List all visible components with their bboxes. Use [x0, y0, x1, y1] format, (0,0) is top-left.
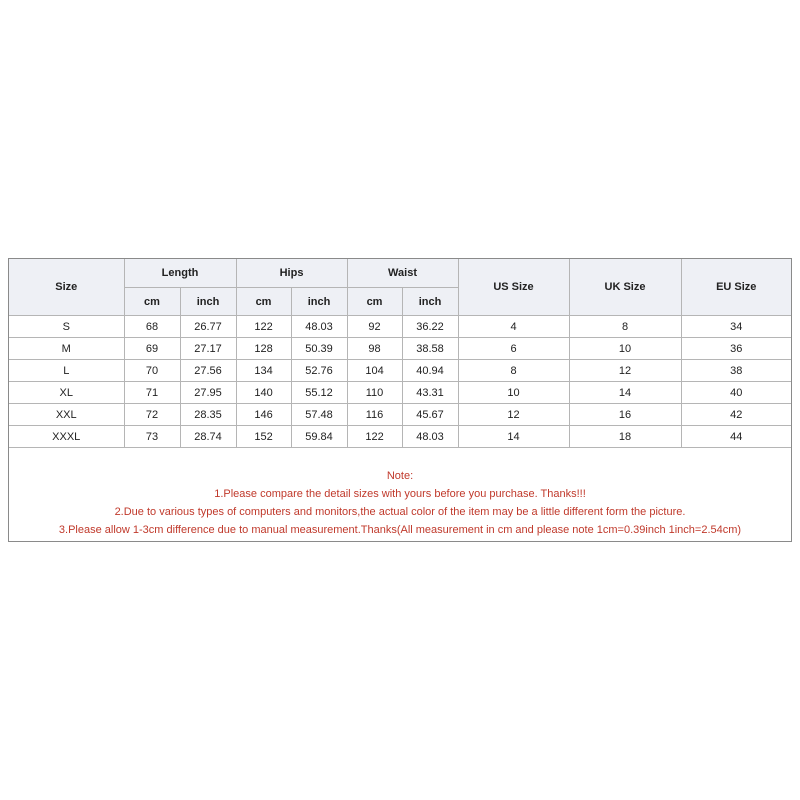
cell-hips-inch: 57.48: [291, 404, 347, 426]
cell-waist-inch: 45.67: [402, 404, 458, 426]
header-hips-inch: inch: [291, 288, 347, 316]
header-size: Size: [9, 259, 124, 316]
cell-size: XXL: [9, 404, 124, 426]
header-us-size: US Size: [458, 259, 569, 316]
cell-length-cm: 68: [124, 316, 180, 338]
cell-waist-cm: 92: [347, 316, 402, 338]
cell-size: L: [9, 360, 124, 382]
cell-waist-cm: 122: [347, 426, 402, 448]
cell-hips-cm: 152: [236, 426, 291, 448]
cell-uk-size: 8: [569, 316, 681, 338]
cell-length-inch: 26.77: [180, 316, 236, 338]
note-title: Note:: [386, 470, 414, 482]
table-header: [9, 259, 791, 316]
cell-length-inch: 28.74: [180, 426, 236, 448]
cell-hips-cm: 140: [236, 382, 291, 404]
header-waist-inch: inch: [402, 288, 458, 316]
cell-hips-cm: 134: [236, 360, 291, 382]
cell-hips-inch: 55.12: [291, 382, 347, 404]
cell-size: XXXL: [9, 426, 124, 448]
header-hips-cm: cm: [236, 288, 291, 316]
cell-hips-inch: 48.03: [291, 316, 347, 338]
note-line-2: 2.Due to various types of computers and monitors,the actual color of the item may be a little different form the picture.: [114, 506, 686, 518]
cell-size: XL: [9, 382, 124, 404]
cell-eu-size: 40: [681, 382, 791, 404]
cell-uk-size: 12: [569, 360, 681, 382]
cell-waist-inch: 43.31: [402, 382, 458, 404]
cell-waist-inch: 48.03: [402, 426, 458, 448]
cell-hips-cm: 128: [236, 338, 291, 360]
cell-length-cm: 69: [124, 338, 180, 360]
cell-length-cm: 73: [124, 426, 180, 448]
cell-length-inch: 27.17: [180, 338, 236, 360]
cell-us-size: 10: [458, 382, 569, 404]
cell-hips-cm: 146: [236, 404, 291, 426]
header-uk-size: UK Size: [569, 259, 681, 316]
size-chart: [8, 258, 792, 542]
header-waist-cm: cm: [347, 288, 402, 316]
header-length: Length: [124, 259, 236, 288]
cell-length-cm: 71: [124, 382, 180, 404]
header-length-cm: cm: [124, 288, 180, 316]
cell-us-size: 4: [458, 316, 569, 338]
note-line-1: 1.Please compare the detail sizes with yours before you purchase. Thanks!!!: [214, 488, 586, 500]
cell-eu-size: 42: [681, 404, 791, 426]
cell-size: S: [9, 316, 124, 338]
table-body: [9, 316, 791, 448]
cell-uk-size: 14: [569, 382, 681, 404]
cell-length-inch: 28.35: [180, 404, 236, 426]
cell-waist-inch: 40.94: [402, 360, 458, 382]
note-line-3: 3.Please allow 1-3cm difference due to manual measurement.Thanks(All measurement in cm and please note 1cm=0.39inch 1inch=2.54cm): [58, 524, 742, 536]
cell-uk-size: 16: [569, 404, 681, 426]
cell-waist-cm: 104: [347, 360, 402, 382]
table-row: [9, 382, 791, 404]
cell-eu-size: 44: [681, 426, 791, 448]
header-hips: Hips: [236, 259, 347, 288]
cell-hips-cm: 122: [236, 316, 291, 338]
cell-eu-size: 36: [681, 338, 791, 360]
cell-hips-inch: 52.76: [291, 360, 347, 382]
cell-waist-cm: 98: [347, 338, 402, 360]
cell-hips-inch: 50.39: [291, 338, 347, 360]
cell-length-inch: 27.56: [180, 360, 236, 382]
size-table: [9, 259, 791, 448]
cell-waist-inch: 36.22: [402, 316, 458, 338]
cell-us-size: 14: [458, 426, 569, 448]
header-length-inch: inch: [180, 288, 236, 316]
cell-length-cm: 70: [124, 360, 180, 382]
cell-uk-size: 18: [569, 426, 681, 448]
table-row: [9, 426, 791, 448]
cell-hips-inch: 59.84: [291, 426, 347, 448]
table-row: [9, 360, 791, 382]
table-row: [9, 338, 791, 360]
cell-waist-inch: 38.58: [402, 338, 458, 360]
cell-waist-cm: 116: [347, 404, 402, 426]
cell-eu-size: 34: [681, 316, 791, 338]
header-waist: Waist: [347, 259, 458, 288]
cell-waist-cm: 110: [347, 382, 402, 404]
notes-section: [9, 448, 791, 539]
cell-us-size: 6: [458, 338, 569, 360]
cell-us-size: 8: [458, 360, 569, 382]
header-eu-size: EU Size: [681, 259, 791, 316]
table-row: [9, 404, 791, 426]
cell-eu-size: 38: [681, 360, 791, 382]
cell-length-cm: 72: [124, 404, 180, 426]
cell-us-size: 12: [458, 404, 569, 426]
cell-size: M: [9, 338, 124, 360]
cell-length-inch: 27.95: [180, 382, 236, 404]
cell-uk-size: 10: [569, 338, 681, 360]
table-row: [9, 316, 791, 338]
